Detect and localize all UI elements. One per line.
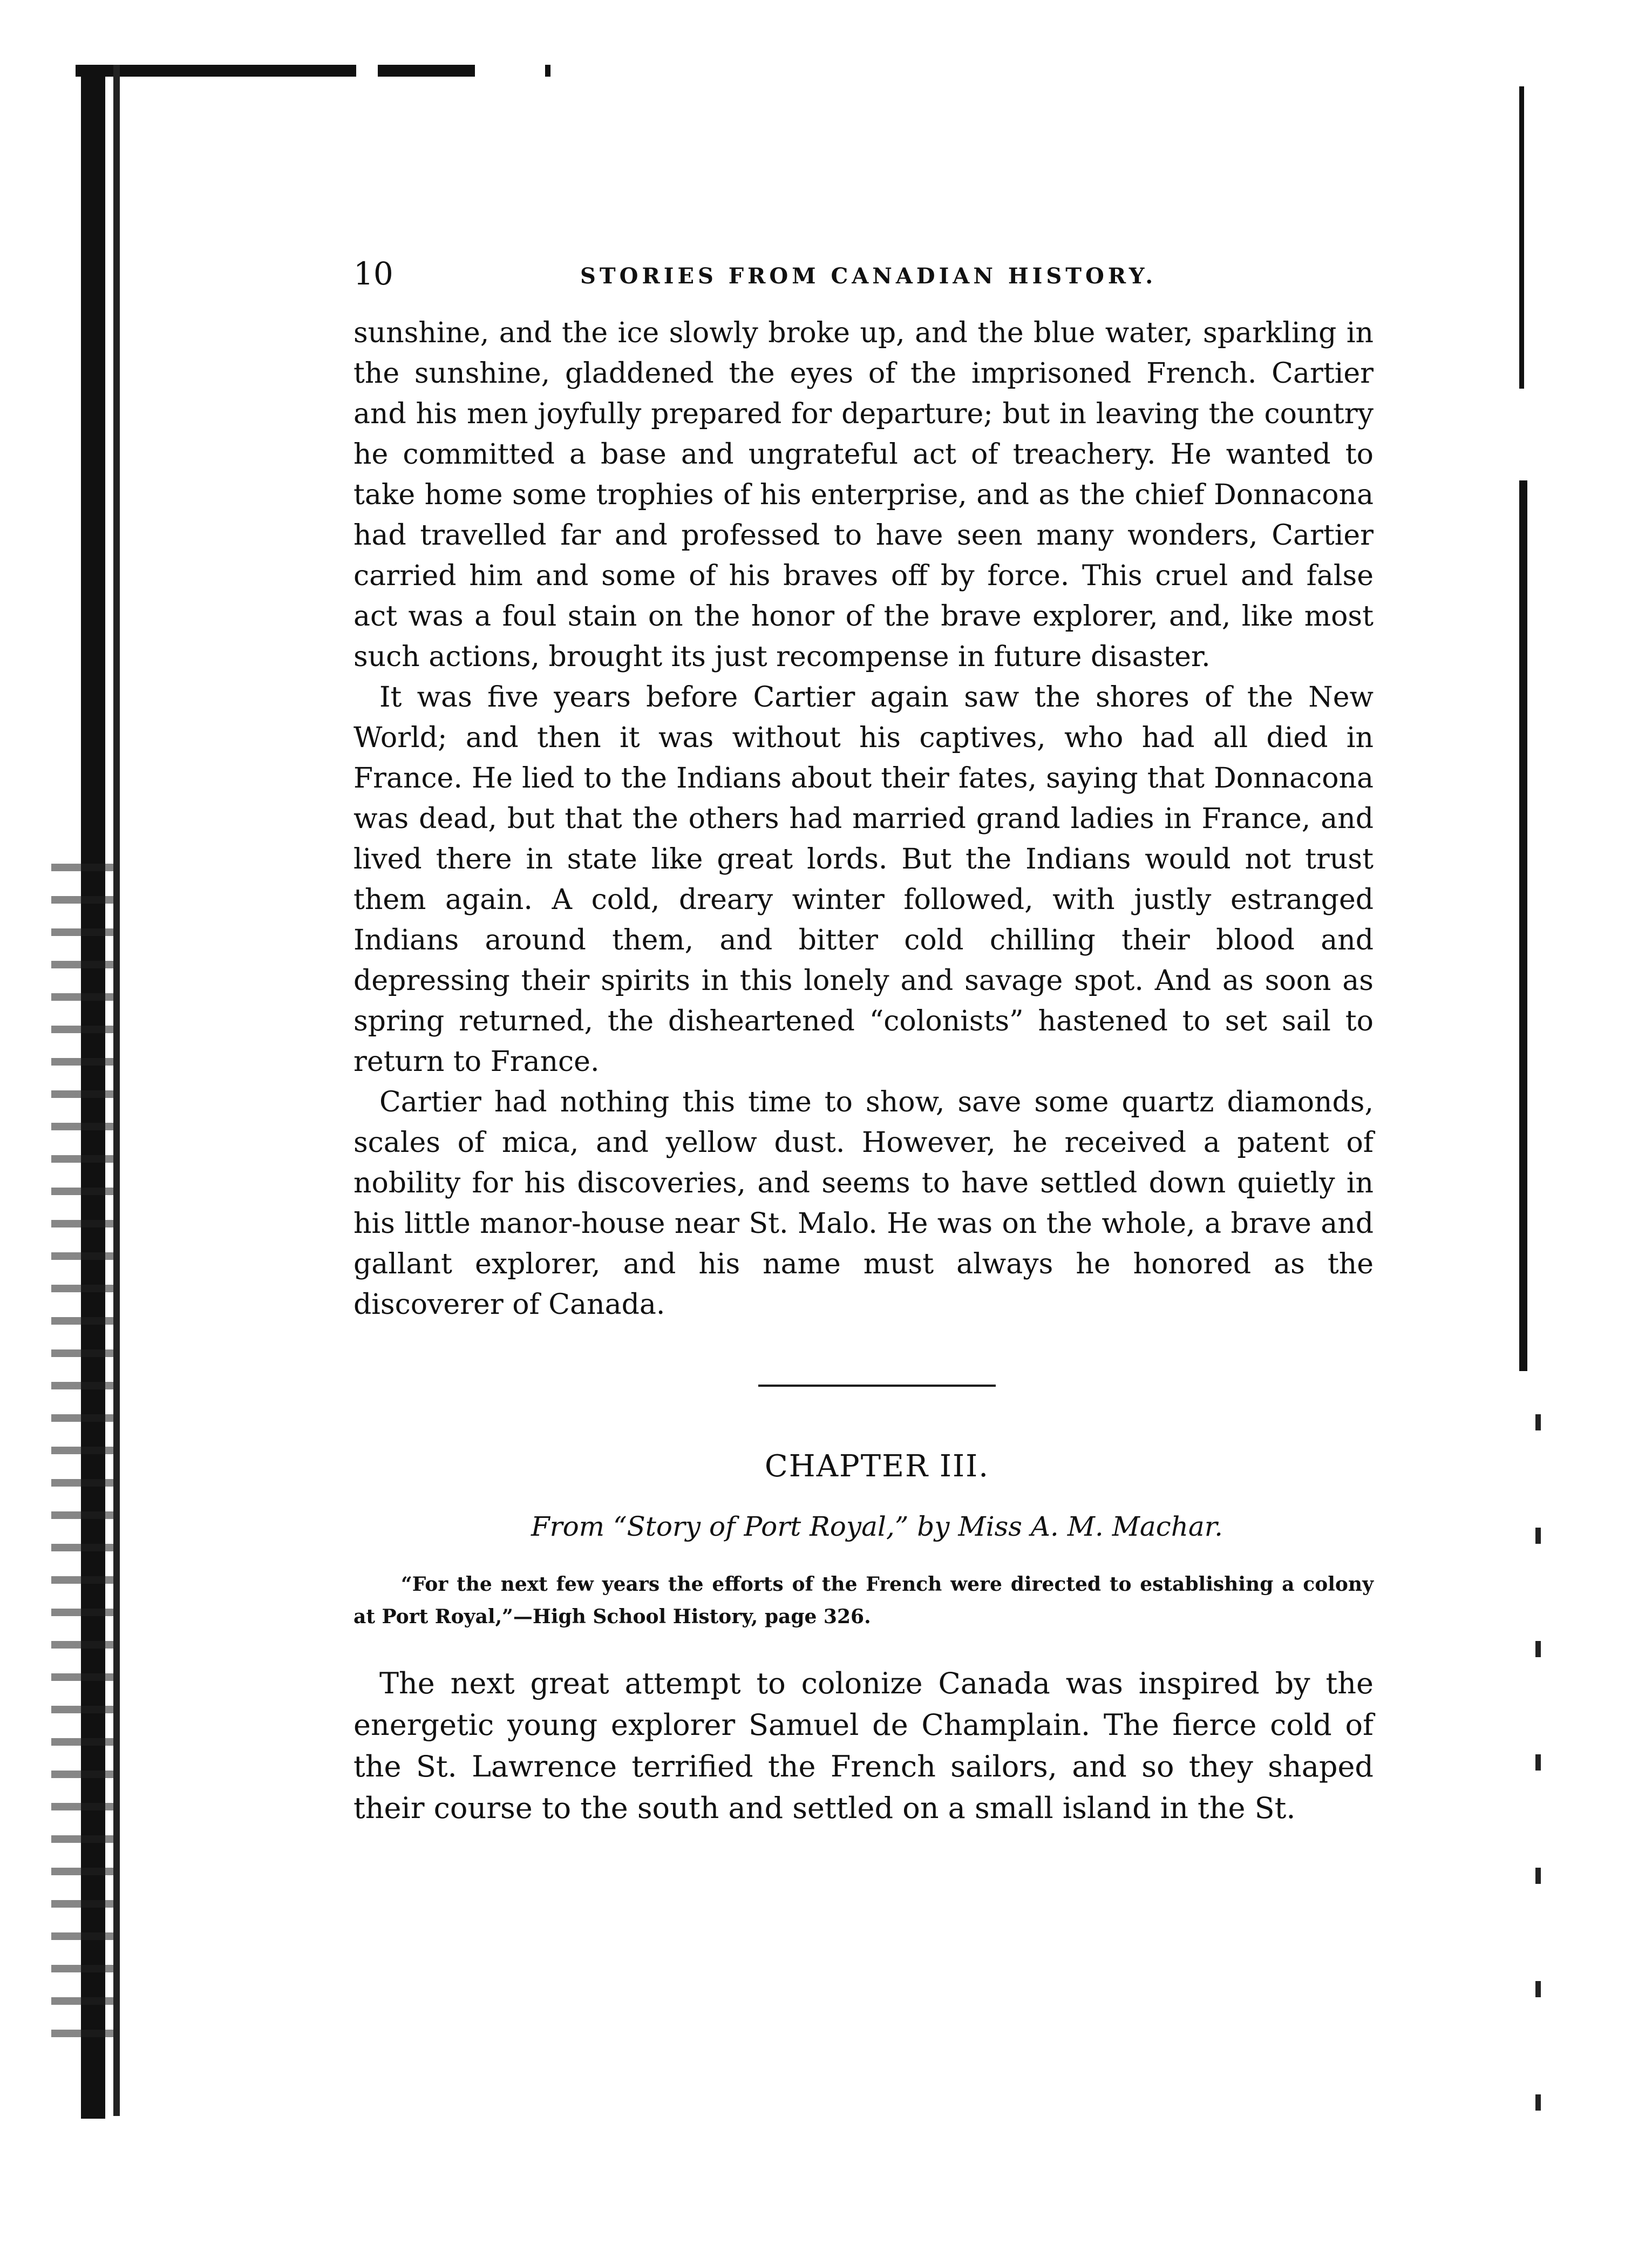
scan-left-marks [51, 864, 116, 2051]
page-content [353, 254, 1374, 1829]
scan-right-rule-lower [1519, 480, 1527, 1371]
chapter-heading: CHAPTER III. [764, 1449, 990, 1484]
paragraph: sunshine, and the ice slowly broke up, and the blue water, sparkling in the sunshine, gladdened the eyes of the imprisoned French. Cartier and his men joyfully prepared for departure; but in leaving the country he committed a base and ungrateful act of treachery. He wanted to take home some trophies of his enterprise, and as the chief Donnacona had travelled far and professed to have seen many wonders, Cartier carried him and some of his braves off by force. This cruel and false act was a foul stain on the honor of the brave explorer, and, like most such actions, brought its just recompense in future disaster. [353, 317, 1374, 673]
scan-top-bar [76, 65, 550, 77]
chapter-epigraph: “For the next few years the efforts of the French were directed to establishing a colony at Port Royal,”—High School History, page 326. [353, 1573, 1374, 1628]
running-title: STORIES FROM CANADIAN HISTORY. [580, 263, 1157, 289]
scan-right-rule [1519, 86, 1524, 389]
section-divider [758, 1385, 996, 1387]
chapter-body [353, 1663, 1374, 1829]
chapter-source: From “Story of Port Royal,” by Miss A. M. Machar. [531, 1511, 1223, 1542]
paragraph: The next great attempt to colonize Canada was inspired by the energetic young explorer Samuel de Champlain. The fierce cold of the St. Lawrence terrified the French sailors, and so they shaped their course to the south and settled on a small island in the St. [353, 1666, 1374, 1825]
paragraph: It was five years before Cartier again saw the shores of the New World; and then it was without his captives, who had all died in France. He lied to the Indians about their fates, saying that Donnacona was dead, but that the others had married grand ladies in France, and lived there in state like great lords. But the Indians would not trust them again. A cold, dreary winter followed, with justly estranged Indians around them, and bitter cold chilling their blood and depressing their spirits in this lonely and savage spot. And as soon as spring returned, the disheartened “colonists” hastened to set sail to return to France. [353, 681, 1374, 1078]
paragraph: Cartier had nothing this time to show, save some quartz diamonds, scales of mica, and yellow dust. However, he received a patent of nobility for his discoveries, and seems to have settled down quietly in his little manor-house near St. Malo. He was on the whole, a brave and gallant explorer, and his name must always he honored as the discoverer of Canada. [353, 1086, 1374, 1321]
page-number: 10 [353, 255, 393, 292]
running-head [353, 254, 1374, 313]
body-text [353, 313, 1374, 1325]
scan-right-ticks [1535, 1414, 1541, 2127]
